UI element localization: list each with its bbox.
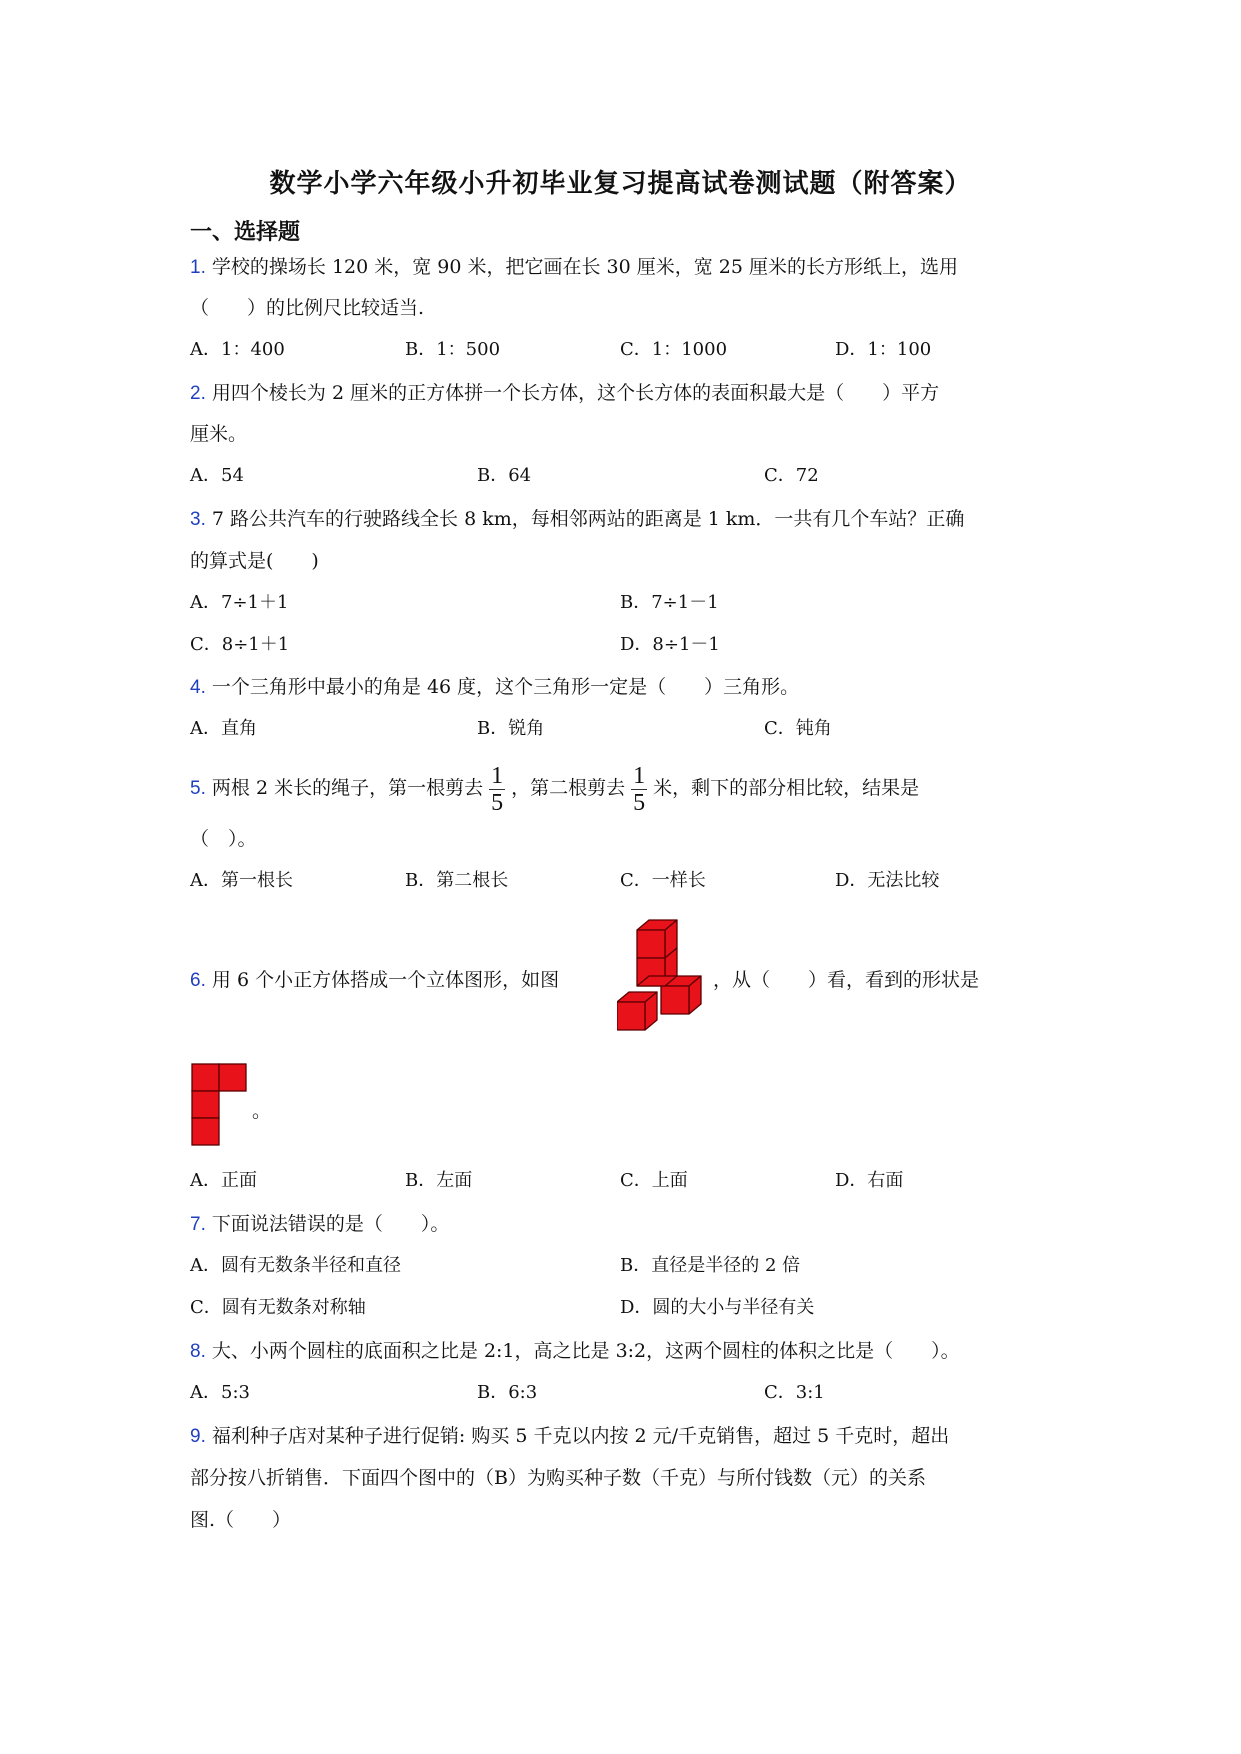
- question-text: 下面说法错误的是（ ）。: [211, 1213, 450, 1235]
- fraction: [631, 762, 647, 816]
- option-b: B．6:3: [477, 1382, 538, 1403]
- cube-figure: [617, 918, 711, 1036]
- question-number: 6.: [190, 970, 206, 991]
- question-text: 两根 2 米长的绳子，第一根剪去: [211, 777, 484, 799]
- question-6-line-1-right: ，从（ ）看，看到的形状是: [713, 969, 980, 991]
- option-a: A．54: [190, 465, 244, 486]
- question-text: 用 6 个小正方体搭成一个立体图形，如图: [211, 969, 560, 991]
- fraction-denominator: 5: [633, 789, 646, 816]
- option-b: B．7÷1－1: [620, 592, 719, 613]
- question-5-line-1: [190, 758, 919, 819]
- option-d: D．无法比较: [835, 870, 940, 891]
- option-b: B．左面: [405, 1170, 473, 1191]
- option-a: A．圆有无数条半径和直径: [190, 1255, 401, 1276]
- option-a: A．1：400: [190, 339, 285, 360]
- fraction-numerator: 1: [633, 762, 646, 789]
- option-a: A．第一根长: [190, 870, 293, 891]
- option-c: C．一样长: [620, 870, 706, 891]
- option-b: B．64: [477, 465, 532, 486]
- fraction: [489, 762, 505, 816]
- question-number: 9.: [190, 1426, 206, 1447]
- question-text: 7 路公共汽车的行驶路线全长 8 km，每相邻两站的距离是 1 km．一共有几个车站？正确: [211, 508, 965, 530]
- option-c: C．1：1000: [620, 339, 728, 360]
- question-8-line-1: [190, 1338, 960, 1365]
- option-b: B．锐角: [477, 718, 545, 739]
- question-number: 2.: [190, 383, 206, 404]
- question-2-line-2: 厘米。: [190, 423, 248, 445]
- question-number: 3.: [190, 509, 206, 530]
- question-text: 米，剩下的部分相比较，结果是: [653, 777, 920, 799]
- question-text: 大、小两个圆柱的底面积之比是 2:1，高之比是 3:2，这两个圆柱的体积之比是（ ）。: [211, 1340, 960, 1362]
- question-number: 7.: [190, 1214, 206, 1235]
- question-number: 4.: [190, 677, 206, 698]
- option-b: B．第二根长: [405, 870, 509, 891]
- question-9-line-3: 图.（ ）: [190, 1509, 292, 1531]
- question-number: 1.: [190, 257, 206, 278]
- question-2-line-1: [190, 380, 939, 407]
- option-d: D．圆的大小与半径有关: [620, 1297, 815, 1318]
- question-3-line-1: [190, 506, 964, 533]
- question-number: 5.: [190, 778, 206, 799]
- option-d: D．右面: [835, 1170, 904, 1191]
- option-c: C．上面: [620, 1170, 688, 1191]
- question-9-line-2: 部分按八折销售．下面四个图中的（B）为购买种子数（千克）与所付钱数（元）的关系: [190, 1467, 926, 1489]
- option-b: B．直径是半径的 2 倍: [620, 1255, 801, 1276]
- option-d: D．1：100: [835, 339, 932, 360]
- question-7-line-1: [190, 1211, 449, 1238]
- question-text: 一个三角形中最小的角是 46 度，这个三角形一定是（ ）三角形。: [211, 676, 800, 698]
- question-text: 福利种子店对某种子进行促销: 购买 5 千克以内按 2 元/千克销售，超过 5 千克时，超出: [211, 1425, 950, 1447]
- option-c: C．72: [764, 465, 819, 486]
- option-a: A．7÷1＋1: [190, 592, 289, 613]
- option-c: C．3:1: [764, 1382, 825, 1403]
- question-text: 用四个棱长为 2 厘米的正方体拼一个长方体，这个长方体的表面积最大是（ ）平方: [211, 382, 940, 404]
- question-4-line-1: [190, 674, 799, 701]
- fraction-numerator: 1: [491, 762, 504, 789]
- option-c: C．8÷1＋1: [190, 634, 290, 655]
- question-9-line-1: [190, 1423, 949, 1450]
- option-a: A．直角: [190, 718, 257, 739]
- option-b: B．1：500: [405, 339, 501, 360]
- question-number: 8.: [190, 1341, 206, 1362]
- question-6-line-1-left: [190, 967, 559, 994]
- page-title: 数学小学六年级小升初毕业复习提高试卷测试题（附答案）: [269, 169, 972, 199]
- option-c: C．钝角: [764, 718, 832, 739]
- option-c: C．圆有无数条对称轴: [190, 1297, 366, 1318]
- question-6-line-2: 。: [252, 1100, 272, 1122]
- section-heading: 一、选择题: [190, 219, 301, 245]
- option-a: A．5:3: [190, 1382, 250, 1403]
- question-3-line-2: 的算式是( ): [190, 550, 319, 572]
- question-1-line-2: （ ）的比例尺比较适当.: [190, 297, 425, 319]
- question-text: 学校的操场长 120 米，宽 90 米，把它画在长 30 厘米，宽 25 厘米的长方形纸上，选用: [211, 256, 959, 278]
- option-a: A．正面: [190, 1170, 257, 1191]
- view-shape-figure: [191, 1063, 249, 1149]
- question-1-line-1: [190, 254, 958, 281]
- option-d: D．8÷1－1: [620, 634, 720, 655]
- question-5-line-2: （ ）。: [190, 828, 257, 850]
- question-text: ，第二根剪去: [511, 777, 626, 799]
- fraction-denominator: 5: [491, 789, 504, 816]
